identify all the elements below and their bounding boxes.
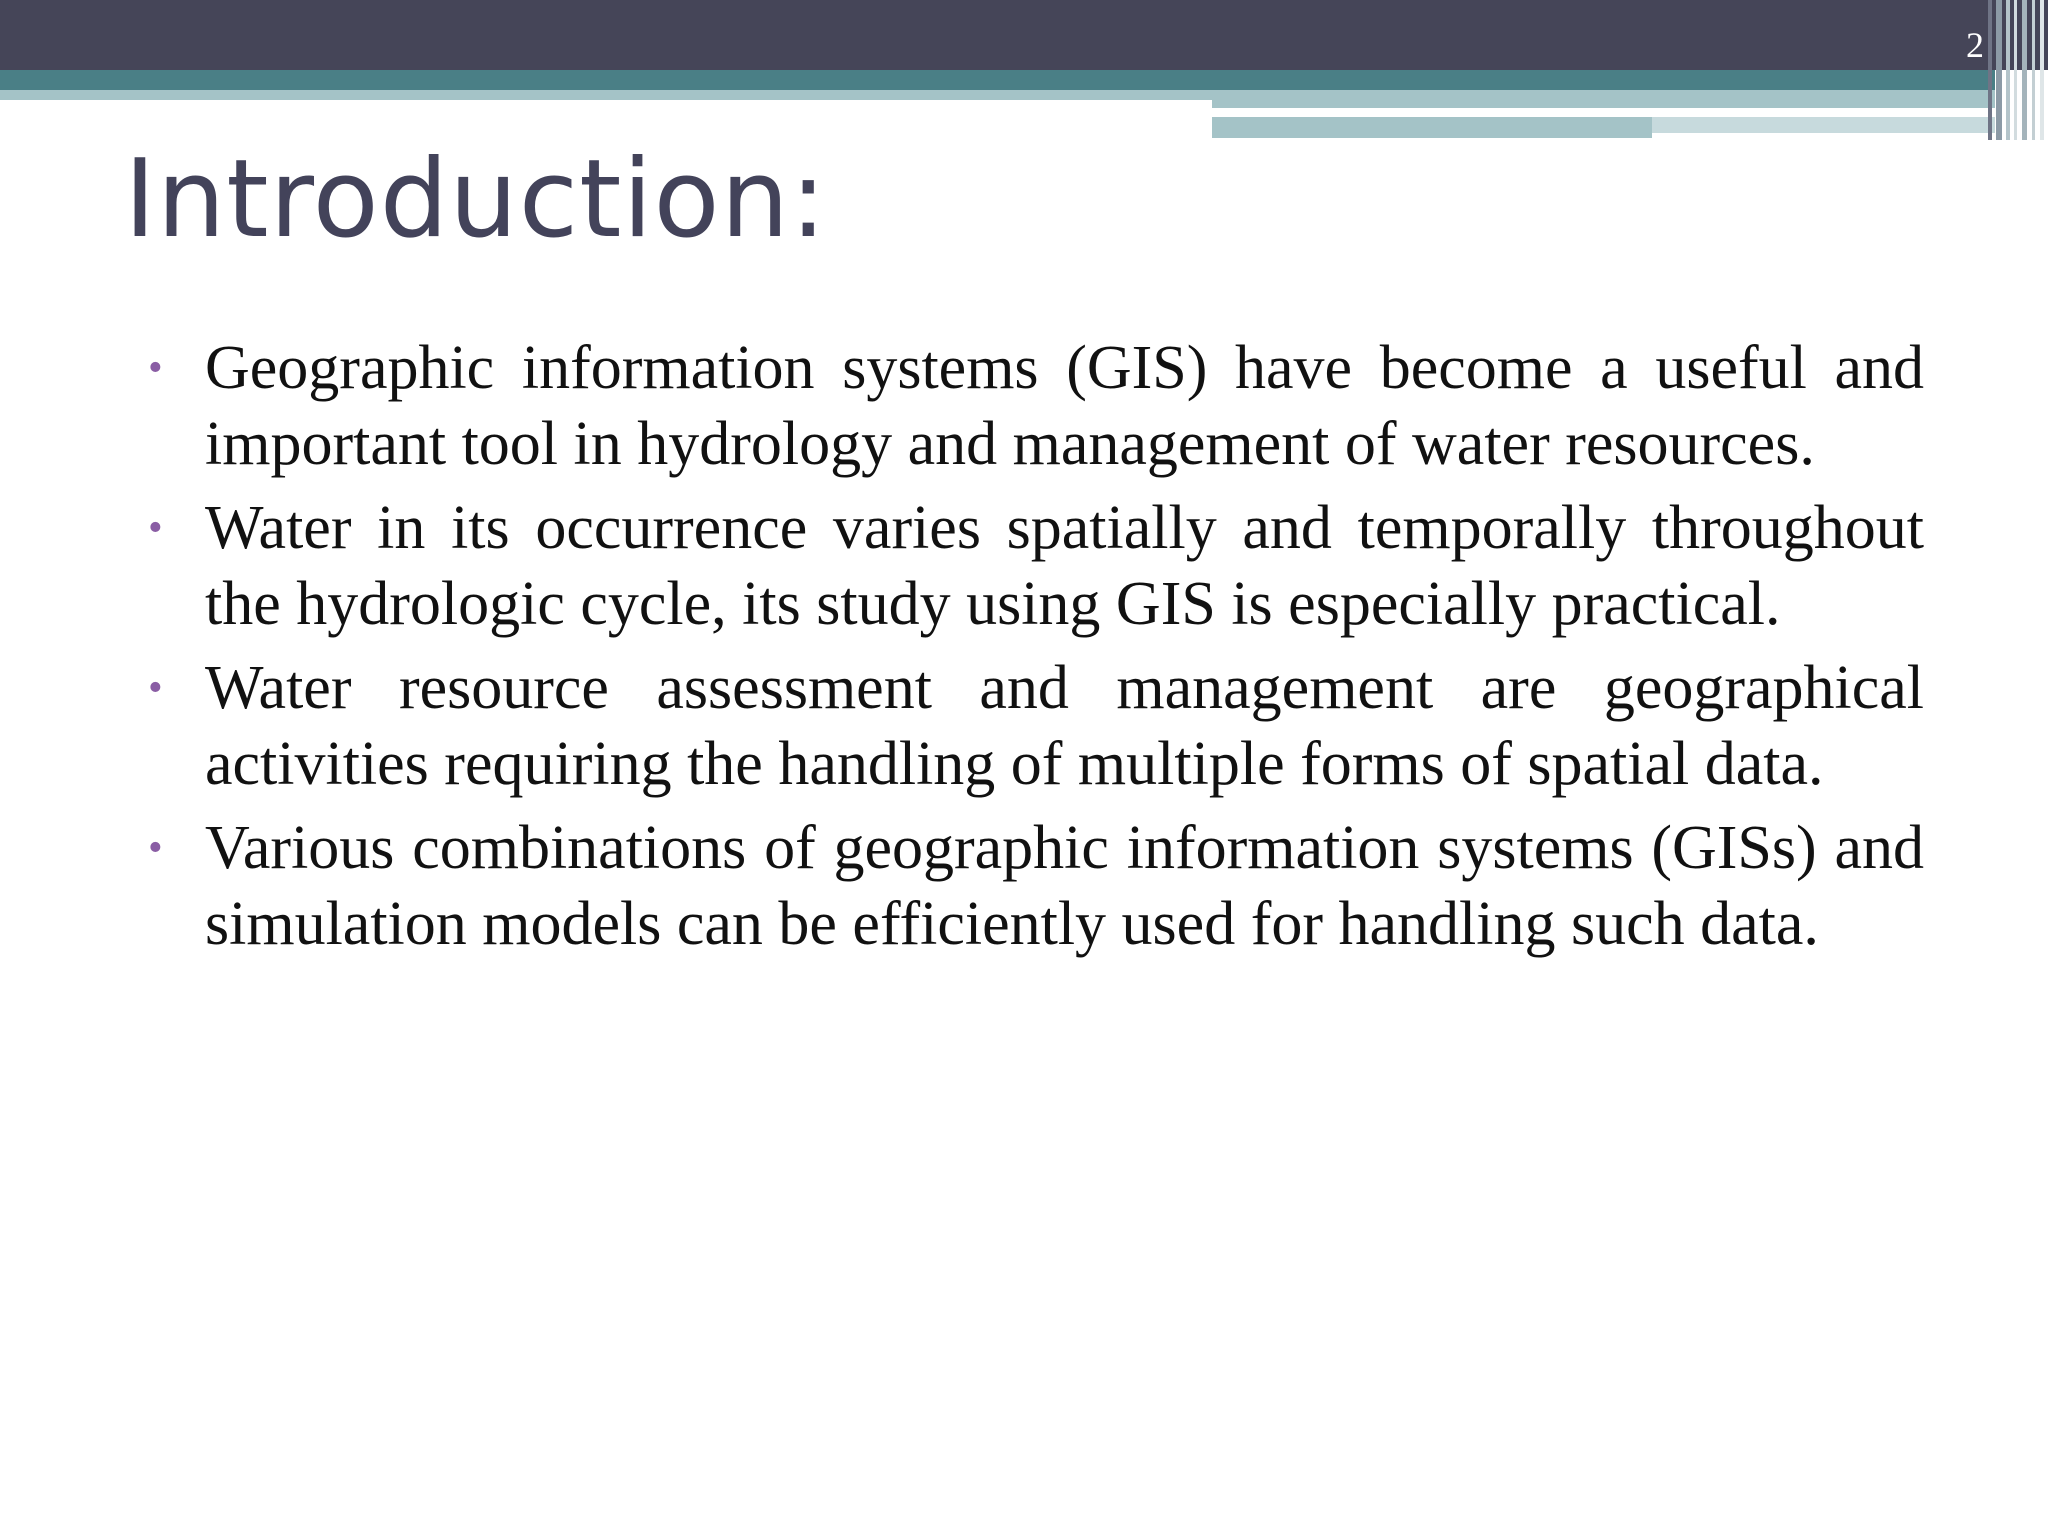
header-band-light-lower-2 <box>1652 117 1995 133</box>
header-vertical-stripe <box>2014 0 2017 140</box>
bullet-item <box>148 330 1924 482</box>
slide-title: Introduction: <box>124 137 828 262</box>
header-vertical-stripe <box>1988 0 1992 140</box>
bullet-item <box>148 650 1924 802</box>
bullet-item <box>148 810 1924 962</box>
bullet-icon: • <box>148 665 163 711</box>
header-band-light-right <box>1212 90 1995 108</box>
header-band-light-left <box>0 90 1212 100</box>
bullet-text: Water in its occurrence varies spatially and temporally throughout the hydrologic cycle, its study using GIS is especially practical. <box>205 494 1924 638</box>
bullet-icon: • <box>148 345 163 391</box>
page-number: 2 <box>1966 25 1984 65</box>
bullet-text: Geographic information systems (GIS) have become a useful and important tool in hydrology and management of water resources. <box>205 334 1924 478</box>
header-vertical-stripe <box>1996 0 2002 140</box>
header-vertical-stripe <box>2022 0 2027 140</box>
bullet-item <box>148 490 1924 642</box>
bullet-text: Various combinations of geographic information systems (GISs) and simulation models can be efficiently used for handling such data. <box>205 814 1924 958</box>
header-vertical-stripe <box>2006 0 2010 140</box>
header-band-light-lower <box>1212 117 1652 138</box>
bullet-icon: • <box>148 825 163 871</box>
bullet-text: Water resource assessment and management are geographical activities requiring the handling of multiple forms of spatial data. <box>205 654 1924 798</box>
header-band-dark <box>0 0 2048 70</box>
bullet-list <box>148 330 1924 970</box>
header-vertical-stripe <box>2040 0 2044 140</box>
header-band-teal <box>0 70 1995 90</box>
header-vertical-stripe <box>2032 0 2035 140</box>
bullet-icon: • <box>148 505 163 551</box>
